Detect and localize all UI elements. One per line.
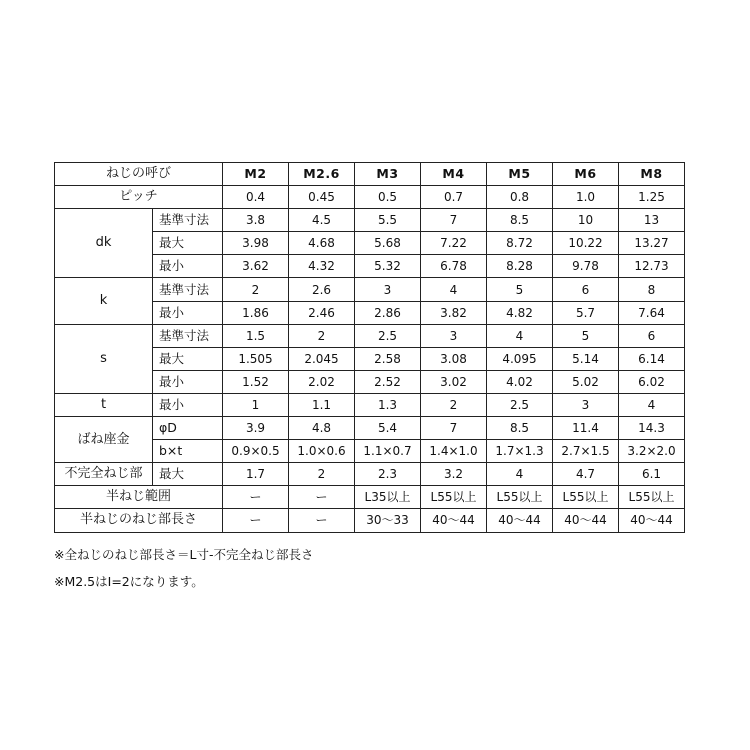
sub-label: 最小 (153, 301, 223, 324)
value-cell: 3.98 (223, 232, 289, 255)
value-cell: 2.6 (289, 278, 355, 301)
value-cell: 2.045 (289, 347, 355, 370)
value-cell: ー (289, 509, 355, 532)
sub-label: 基準寸法 (153, 324, 223, 347)
footnote-m25: ※M2.5はI=2になります。 (54, 574, 204, 589)
s-row (55, 324, 685, 347)
value-cell: L55以上 (421, 486, 487, 509)
value-cell: 1.0 (553, 186, 619, 209)
size-header-cell: M8 (619, 163, 685, 186)
value-cell: 40～44 (421, 509, 487, 532)
value-cell: 4 (619, 393, 685, 416)
value-cell: 7 (421, 417, 487, 440)
value-cell: 8.28 (487, 255, 553, 278)
value-cell: 3 (553, 393, 619, 416)
value-cell: 1.86 (223, 301, 289, 324)
value-cell: 0.8 (487, 186, 553, 209)
value-cell: 8 (619, 278, 685, 301)
sub-label: φD (153, 417, 223, 440)
value-cell: 40～44 (487, 509, 553, 532)
incomplete-thread-label: 不完全ねじ部 (55, 463, 153, 486)
value-cell: 4.095 (487, 347, 553, 370)
value-cell: 6.78 (421, 255, 487, 278)
value-cell: 1.52 (223, 370, 289, 393)
value-cell: 5.02 (553, 370, 619, 393)
size-header-cell: M3 (355, 163, 421, 186)
value-cell: 14.3 (619, 417, 685, 440)
value-cell: 2.5 (355, 324, 421, 347)
value-cell: 6.02 (619, 370, 685, 393)
pitch-row (55, 186, 685, 209)
value-cell: 4 (421, 278, 487, 301)
incomplete-thread-row (55, 463, 685, 486)
value-cell: 7.22 (421, 232, 487, 255)
t-row (55, 393, 685, 416)
value-cell: 10 (553, 209, 619, 232)
value-cell: 40～44 (553, 509, 619, 532)
value-cell: 40～44 (619, 509, 685, 532)
size-header-cell: M2.6 (289, 163, 355, 186)
t-group-label: t (55, 393, 153, 416)
value-cell: 4.32 (289, 255, 355, 278)
header-row (55, 163, 685, 186)
value-cell: 4.8 (289, 417, 355, 440)
value-cell: 1.1×0.7 (355, 440, 421, 463)
value-cell: 4.68 (289, 232, 355, 255)
k-group-label: k (55, 278, 153, 324)
value-cell: 2 (421, 393, 487, 416)
value-cell: 5 (553, 324, 619, 347)
value-cell: 5.68 (355, 232, 421, 255)
value-cell: 5.14 (553, 347, 619, 370)
size-header-cell: M2 (223, 163, 289, 186)
value-cell: 30～33 (355, 509, 421, 532)
value-cell: L55以上 (553, 486, 619, 509)
value-cell: 2.58 (355, 347, 421, 370)
value-cell: 2.46 (289, 301, 355, 324)
value-cell: 3.2×2.0 (619, 440, 685, 463)
dk-group-label: dk (55, 209, 153, 278)
value-cell: 2.02 (289, 370, 355, 393)
sub-label: 最大 (153, 463, 223, 486)
value-cell: 1.7×1.3 (487, 440, 553, 463)
value-cell: 1.7 (223, 463, 289, 486)
half-thread-length-row (55, 509, 685, 532)
value-cell: 2 (223, 278, 289, 301)
value-cell: 6 (619, 324, 685, 347)
value-cell: 3.02 (421, 370, 487, 393)
value-cell: 2 (289, 324, 355, 347)
value-cell: ー (289, 486, 355, 509)
value-cell: 5.5 (355, 209, 421, 232)
value-cell: 3 (355, 278, 421, 301)
value-cell: 7.64 (619, 301, 685, 324)
nominal-size-label: ねじの呼び (55, 163, 223, 186)
value-cell: ー (223, 509, 289, 532)
sub-label: 最大 (153, 232, 223, 255)
s-group-label: s (55, 324, 153, 393)
size-header-cell: M4 (421, 163, 487, 186)
value-cell: 4.5 (289, 209, 355, 232)
value-cell: 9.78 (553, 255, 619, 278)
value-cell: 5.7 (553, 301, 619, 324)
sub-label: b×t (153, 440, 223, 463)
value-cell: 1.25 (619, 186, 685, 209)
value-cell: 6.1 (619, 463, 685, 486)
value-cell: 3.62 (223, 255, 289, 278)
pitch-label: ピッチ (55, 186, 223, 209)
value-cell: 11.4 (553, 417, 619, 440)
screw-spec-table (54, 162, 685, 533)
value-cell: 1.0×0.6 (289, 440, 355, 463)
washer-group-label: ばね座金 (55, 417, 153, 463)
value-cell: 8.5 (487, 209, 553, 232)
sub-label: 基準寸法 (153, 209, 223, 232)
value-cell: L35以上 (355, 486, 421, 509)
value-cell: 2.52 (355, 370, 421, 393)
value-cell: 7 (421, 209, 487, 232)
value-cell: L55以上 (619, 486, 685, 509)
value-cell: 2.5 (487, 393, 553, 416)
value-cell: 3.8 (223, 209, 289, 232)
value-cell: 3.2 (421, 463, 487, 486)
half-thread-range-label: 半ねじ範囲 (55, 486, 223, 509)
dk-row (55, 209, 685, 232)
sub-label: 基準寸法 (153, 278, 223, 301)
value-cell: 5.32 (355, 255, 421, 278)
value-cell: 2.7×1.5 (553, 440, 619, 463)
value-cell: 4.82 (487, 301, 553, 324)
half-thread-range-row (55, 486, 685, 509)
value-cell: 4 (487, 463, 553, 486)
value-cell: 1 (223, 393, 289, 416)
washer-row (55, 417, 685, 440)
sub-label: 最大 (153, 347, 223, 370)
k-row (55, 278, 685, 301)
value-cell: 8.5 (487, 417, 553, 440)
value-cell: 1.5 (223, 324, 289, 347)
value-cell: 0.4 (223, 186, 289, 209)
value-cell: 5.4 (355, 417, 421, 440)
size-header-cell: M6 (553, 163, 619, 186)
value-cell: 3.82 (421, 301, 487, 324)
value-cell: 1.4×1.0 (421, 440, 487, 463)
value-cell: 10.22 (553, 232, 619, 255)
value-cell: 3.08 (421, 347, 487, 370)
value-cell: 12.73 (619, 255, 685, 278)
value-cell: 4 (487, 324, 553, 347)
value-cell: 8.72 (487, 232, 553, 255)
value-cell: 1.3 (355, 393, 421, 416)
value-cell: 1.505 (223, 347, 289, 370)
value-cell: 0.7 (421, 186, 487, 209)
value-cell: 13.27 (619, 232, 685, 255)
value-cell: 6 (553, 278, 619, 301)
value-cell: 4.7 (553, 463, 619, 486)
value-cell: 0.45 (289, 186, 355, 209)
value-cell: 2 (289, 463, 355, 486)
value-cell: 3 (421, 324, 487, 347)
value-cell: 0.5 (355, 186, 421, 209)
value-cell: 4.02 (487, 370, 553, 393)
value-cell: 2.3 (355, 463, 421, 486)
value-cell: 6.14 (619, 347, 685, 370)
sub-label: 最小 (153, 255, 223, 278)
value-cell: 13 (619, 209, 685, 232)
half-thread-length-label: 半ねじのねじ部長さ (55, 509, 223, 532)
sub-label: 最小 (153, 370, 223, 393)
footnote-thread-length: ※全ねじのねじ部長さ＝L寸-不完全ねじ部長さ (54, 547, 314, 562)
sub-label: 最小 (153, 393, 223, 416)
value-cell: 5 (487, 278, 553, 301)
value-cell: 0.9×0.5 (223, 440, 289, 463)
value-cell: 1.1 (289, 393, 355, 416)
value-cell: L55以上 (487, 486, 553, 509)
value-cell: ー (223, 486, 289, 509)
value-cell: 2.86 (355, 301, 421, 324)
value-cell: 3.9 (223, 417, 289, 440)
size-header-cell: M5 (487, 163, 553, 186)
